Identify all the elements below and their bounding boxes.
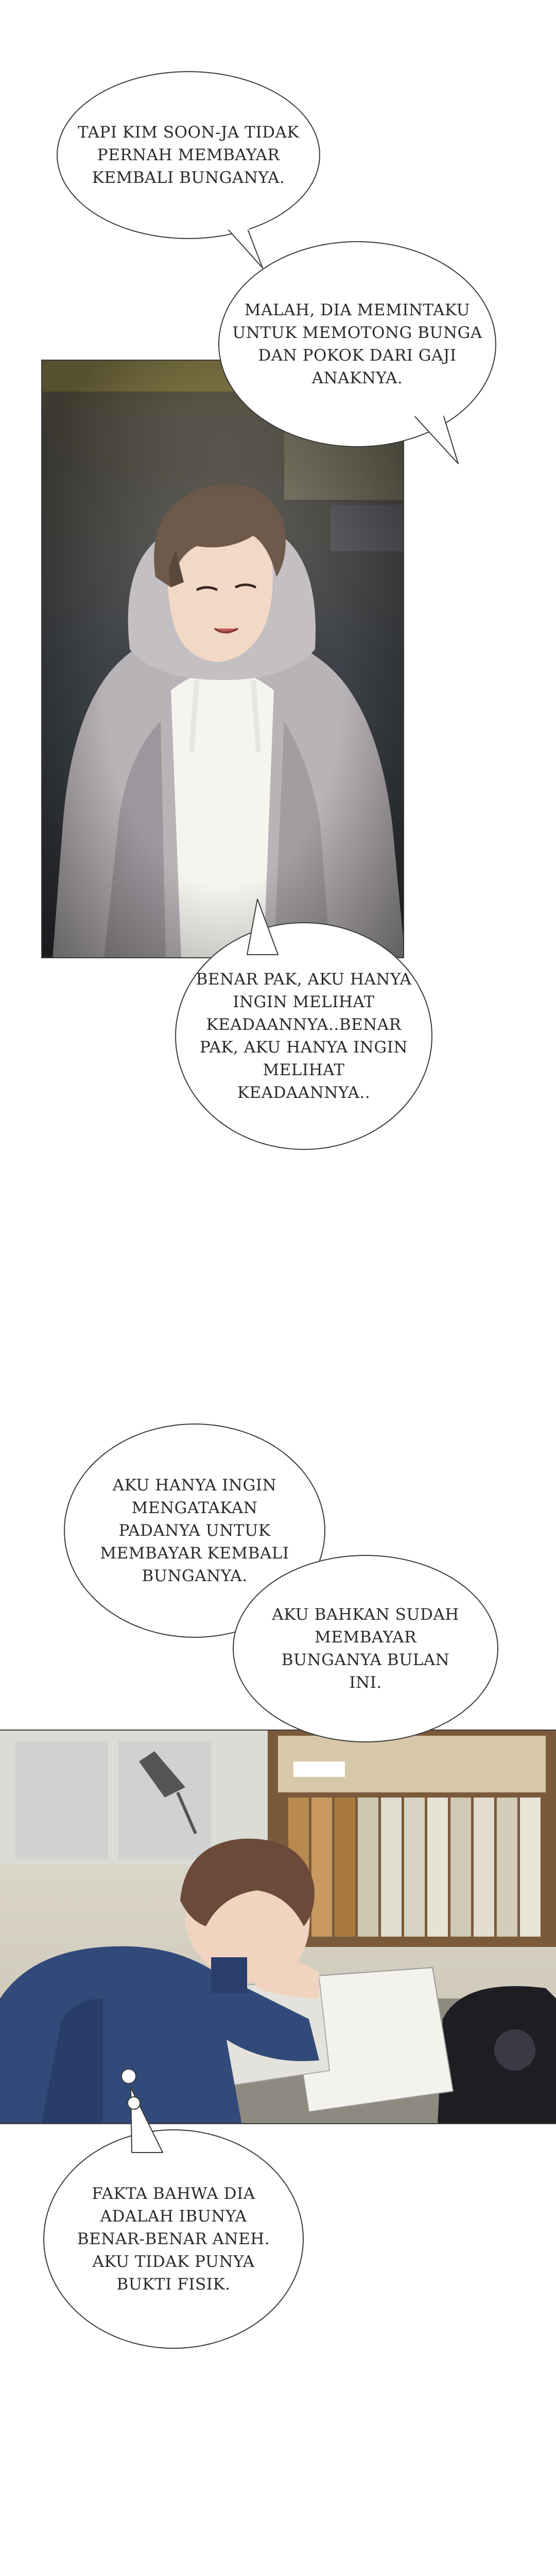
speech-bubble-3	[175, 922, 432, 1150]
speech-bubble-2-tail	[407, 412, 463, 469]
speech-bubble-3-tail	[242, 899, 283, 956]
speech-text-5: AKU BAHKAN SUDAH MEMBAYAR BUNGANYA BULAN INI.	[272, 1605, 459, 1692]
speech-text-6: FAKTA BAHWA DIA ADALAH IBUNYA BENAR-BENAR ANEH. AKU TIDAK PUNYA BUKTI FISIK.	[77, 2184, 270, 2294]
speech-text-1: TAPI KIM SOON-JA TIDAK PERNAH MEMBAYAR KEMBALI BUNGANYA.	[78, 123, 299, 187]
thought-dots	[113, 2066, 144, 2128]
speech-bubble-1-tail	[221, 227, 268, 273]
speech-text-4: AKU HANYA INGIN MENGATAKAN PADANYA UNTUK MEMBAYAR KEMBALI BUNGANYA.	[100, 1476, 289, 1585]
speech-bubble-5	[233, 1555, 498, 1742]
hooded-man-illustration	[42, 361, 404, 958]
speech-text-2: MALAH, DIA MEMINTAKU UNTUK MEMOTONG BUNGA DAN POKOK DARI GAJI ANAKNYA.	[232, 301, 482, 387]
speech-text-3: BENAR PAK, AKU HANYA INGIN MELIHAT KEADAANNYA..BENAR PAK, AKU HANYA INGIN MELIHAT KEADAANNYA..	[196, 970, 412, 1102]
comic-panel-office	[0, 1730, 556, 2124]
comic-panel-hooded-man	[41, 360, 404, 958]
office-illustration	[0, 1731, 556, 2124]
speech-bubble-1	[57, 71, 320, 239]
speech-bubble-6	[43, 2129, 304, 2349]
